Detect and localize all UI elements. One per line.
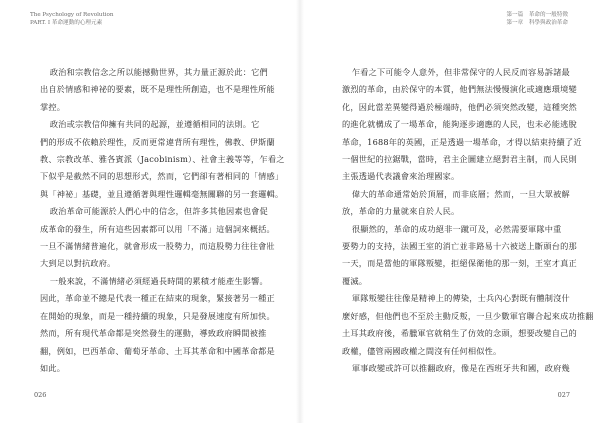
- part-heading: PART. I 革命運動的心理元素: [30, 20, 103, 26]
- text-line: 革命，1688年的英國，正是透過一場革命，才得以結束持續了近: [342, 136, 582, 147]
- text-line: 翻，例如，巴西革命、葡萄牙革命、土耳其革命和中國革命都是: [40, 345, 275, 356]
- text-line: 政治革命可能源於人們心中的信念，但許多其他因素也會促: [49, 206, 268, 217]
- book-title: The Psychology of Revolution: [30, 12, 114, 18]
- text-line: 成革命的發生，所有這些因素都可以用「不滿」這個詞來概括。: [40, 223, 275, 234]
- right-page: [300, 0, 600, 423]
- text-line: 主張透過代表議會來治理國家。: [342, 171, 460, 182]
- text-line: 教、宗教改革、雅各賓派（Jacobinism）、社會主義等等，乍看之: [40, 154, 285, 165]
- text-line: 軍隊叛變往往像是精神上的傳染，士兵內心對既有體制沒什: [351, 293, 570, 304]
- right-running-head: [506, 11, 568, 27]
- chapter-heading: 第一章 科學與政治革命: [506, 20, 568, 26]
- text-line: 因此，革命並不總是代表一種正在結束的現象，緊接著另一種正: [40, 293, 275, 304]
- text-line: 放，革命的力量就來自於人民。: [342, 206, 460, 217]
- text-line: 軍事政變或許可以推翻政府，像是在西班牙共和國，政府幾: [351, 362, 570, 373]
- text-line: 出自於情感和神祕的要素，既不是理性所創造，也不是理性所能: [40, 84, 275, 95]
- text-line: 在開始的現象，而是一種持續的現象，只是發展速度有所加快。: [40, 310, 275, 321]
- right-body-text: [342, 64, 594, 377]
- text-line: 政權，儘管兩國政權之間沒有任何相似性。: [342, 345, 502, 356]
- text-line: 化，因此當差異變得過於極端時，他們必須突然改變，這種突然: [342, 101, 577, 112]
- text-line: 一個世紀的拉鋸戰，當時，君主企圖建立絕對君主制，而人民則: [342, 154, 577, 165]
- left-running-head: [30, 11, 114, 27]
- text-line: 政治或宗教信仰擁有共同的起源，並遵循相同的法則。它: [49, 119, 260, 130]
- text-line: 如此。: [40, 362, 66, 373]
- text-line: 一天，而是當他的軍隊叛變，拒絕保衛他的那一刻，王室才真正: [342, 258, 577, 269]
- page-number-left: 026: [34, 391, 47, 399]
- text-line: 很顯然的，革命的成功絕非一蹴可及，必然需要軍隊中重: [351, 223, 562, 234]
- text-line: 的進化就構成了一場革命，能夠逐步適應的人民，也未必能逃脫: [342, 119, 577, 130]
- text-line: 覆滅。: [342, 275, 368, 286]
- text-line: 大到足以對抗政府。: [40, 258, 116, 269]
- text-line: 政治和宗教信念之所以能撼動世界，其力量正源於此：它們: [49, 67, 268, 77]
- text-line: 一般來說，不滿情緒必須經過長時間的累積才能產生影響。: [49, 275, 268, 286]
- text-line: 乍看之下可能令人意外，但非常保守的人民反而容易訴諸最: [351, 67, 570, 77]
- text-line: 要勢力的支持，法國王室的消亡並非路易十六被送上斷頭台的那: [342, 241, 577, 252]
- part-heading: 第一篇 革命的一般特徵: [506, 12, 568, 18]
- text-line: 然而，所有現代革命都是突然發生的運動，導致政府瞬間被推: [40, 328, 267, 339]
- text-line: 與「神祕」基礎，並且遵循著與理性邏輯毫無關聯的另一套邏輯。: [40, 188, 284, 199]
- text-line: 土耳其政府後，希臘軍官就稍生了仿效的念頭，想要改變自己的: [342, 328, 577, 339]
- text-line: 們的形成不依賴於理性，反而更常違背所有理性，佛教、伊斯蘭: [40, 136, 275, 147]
- text-line: 偉大的革命通常始於頂層，而非底層；然而，一旦大眾被解: [351, 188, 570, 199]
- text-line: 麼好感，但他們也不至於主動反叛，一旦少數軍官聯合起來成功推翻: [342, 310, 594, 321]
- text-line: 掌控。: [40, 101, 66, 112]
- page-number-right: 027: [557, 391, 570, 399]
- left-body-text: [40, 64, 285, 377]
- text-line: 一旦不滿情緒普遍化，就會形成一股勢力，而這股勢力往往會壯: [40, 241, 275, 252]
- text-line: 激烈的革命，由於保守的本質，他們無法慢慢演化或適應環境變: [342, 84, 577, 95]
- text-line: 下似乎是截然不同的思想形式，然而，它們卻有著相同的「情感」: [40, 171, 284, 182]
